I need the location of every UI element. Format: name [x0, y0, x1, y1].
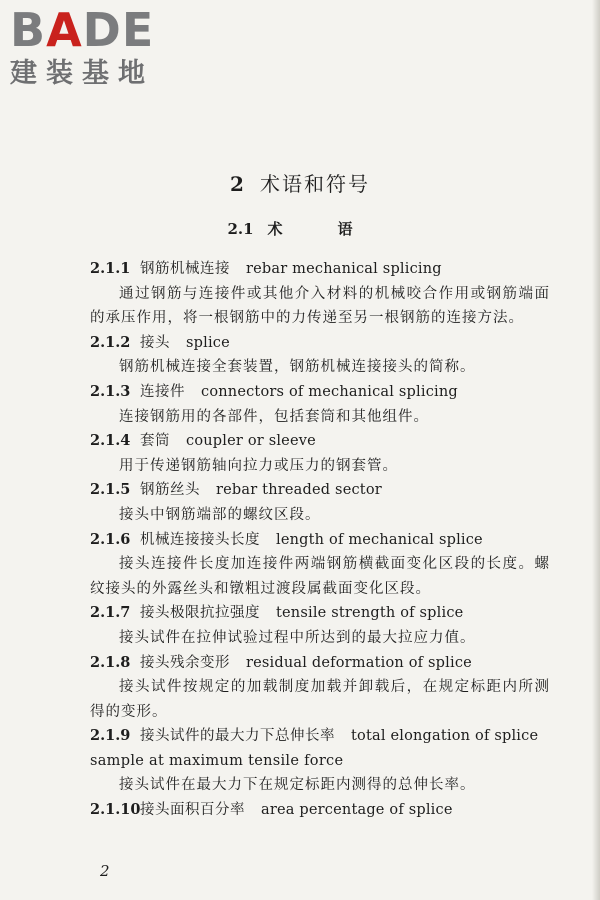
page-number: 2	[100, 862, 110, 880]
term-english: coupler or sleeve	[186, 433, 316, 450]
term-definition: 接头中钢筋端部的螺纹区段。	[119, 506, 321, 523]
term-chinese: 机械连接接头长度	[140, 531, 260, 548]
chapter-name: 术语和符号	[259, 172, 370, 196]
term-english: rebar threaded sector	[216, 482, 382, 499]
term-heading	[90, 724, 550, 749]
term-number: 2.1.3	[90, 382, 131, 400]
section-name: 术 语	[267, 220, 373, 238]
logo-text-en	[10, 3, 180, 57]
term-number: 2.1.6	[90, 530, 131, 548]
term-definition: 接头试件按规定的加载制度加载并卸载后，在规定标距内所测得的变形。	[90, 679, 550, 720]
term-english: connectors of mechanical splicing	[201, 383, 458, 400]
section-title	[0, 218, 600, 239]
term-chinese: 钢筋丝头	[140, 482, 200, 499]
term-heading	[90, 528, 550, 553]
term-heading	[90, 380, 550, 405]
term-heading	[90, 429, 550, 454]
term-chinese: 钢筋机械连接	[140, 261, 230, 277]
term-chinese: 接头残余变形	[140, 654, 230, 671]
section-number: 2.1	[227, 220, 254, 238]
term-definition: 通过钢筋与连接件或其他介入材料的机械咬合作用或钢筋端面的承压作用，将一根钢筋中的力传递至另一根钢筋的连接方法。	[90, 285, 550, 327]
term-definition: 接头试件在最大力下在规定标距内测得的总伸长率。	[119, 777, 476, 794]
term-chinese: 接头极限抗拉强度	[140, 605, 260, 622]
term-heading	[90, 257, 550, 282]
term-definition: 接头试件在拉伸试验过程中所达到的最大拉应力值。	[119, 629, 476, 646]
term-definition: 接头连接件长度加连接件两端钢筋横截面变化区段的长度。螺纹接头的外露丝头和镦粗过渡段属截面变化区段。	[90, 556, 550, 597]
term-chinese: 接头	[140, 334, 170, 351]
term-chinese: 连接件	[140, 383, 185, 400]
term-heading	[90, 331, 550, 356]
logo-letter-b: B	[10, 3, 47, 57]
logo-text-cn: 建装基地	[10, 58, 154, 89]
term-number: 2.1.4	[90, 432, 131, 450]
term-chinese: 接头面积百分率	[140, 802, 245, 819]
term-english: residual deformation of splice	[246, 654, 472, 671]
chapter-title	[0, 168, 600, 197]
logo-letter-a: A	[46, 3, 83, 57]
term-english: total elongation of splice	[351, 728, 539, 745]
term-english: length of mechanical splice	[276, 531, 483, 548]
term-english: tensile strength of splice	[276, 605, 464, 622]
page-edge-shadow	[592, 0, 600, 900]
term-english: splice	[186, 334, 230, 351]
logo-letters-de: DE	[82, 3, 155, 57]
term-number: 2.1.8	[90, 653, 131, 671]
term-definition: 连接钢筋用的各部件，包括套筒和其他组件。	[119, 408, 429, 425]
term-english-continued: sample at maximum tensile force	[90, 752, 344, 769]
term-number: 2.1.1	[90, 260, 131, 277]
term-english: rebar mechanical splicing	[246, 261, 442, 277]
term-english: area percentage of splice	[261, 802, 453, 819]
term-number: 2.1.5	[90, 481, 131, 499]
term-heading	[90, 478, 550, 503]
term-heading	[90, 798, 550, 823]
term-heading	[90, 601, 550, 626]
term-heading	[90, 651, 550, 676]
term-number: 2.1.7	[90, 604, 131, 622]
term-chinese: 接头试件的最大力下总伸长率	[140, 728, 335, 745]
term-number: 2.1.2	[90, 333, 131, 351]
bade-logo	[10, 3, 180, 90]
term-definition: 用于传递钢筋轴向拉力或压力的钢套管。	[119, 457, 398, 474]
term-number: 2.1.9	[90, 727, 131, 745]
term-list	[90, 257, 550, 823]
term-chinese: 套筒	[140, 433, 170, 450]
term-definition: 钢筋机械连接全套装置，钢筋机械连接接头的简称。	[119, 359, 476, 376]
chapter-number: 2	[230, 172, 246, 196]
term-number: 2.1.10	[90, 801, 141, 819]
